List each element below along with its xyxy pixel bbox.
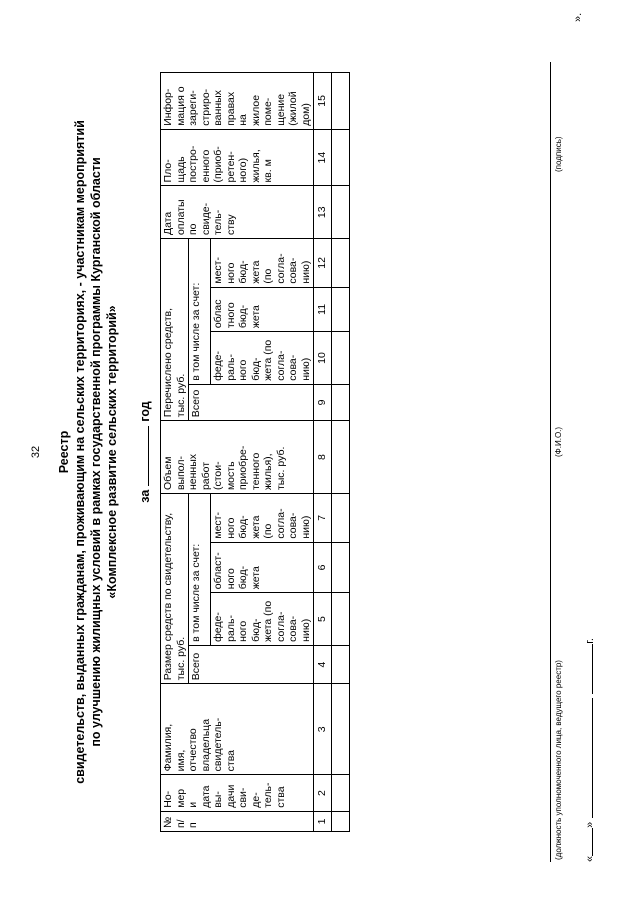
period-line (138, 2, 152, 902)
header-size: Размер средств по свидетельству, тыс. руб. (161, 494, 189, 684)
caption-signature: (подпись) (554, 136, 563, 172)
caption-position: (должность уполномоченного лица, ведущего реестр) (554, 660, 563, 860)
table-cell (331, 811, 349, 831)
colnum-cell: 5 (314, 593, 332, 646)
title-line-3: по улучшению жилищных условий в рамках государственной программы Курганской области (89, 157, 103, 747)
table-cell (331, 645, 349, 683)
header-num: № п/п (161, 811, 314, 831)
colnum-cell: 13 (314, 186, 332, 239)
header-trans-fed: феде- раль- ного бюд- жета (по согла- сова- нию) (211, 332, 314, 385)
header-date: Но- мер и дата вы- дачи сви- де- тель- ства (161, 775, 314, 811)
period-za: за (138, 489, 152, 503)
signature-line (550, 62, 551, 862)
date-close-quote: » (584, 821, 596, 828)
registry-table (160, 72, 350, 832)
header-size-mest: мест- ного бюд- жета (по согла- сова- нию) (211, 494, 314, 543)
header-info: Инфор- мация о зареги- стриро- ванных правах на жилое поме- щение (жилой дом) (161, 73, 314, 130)
colnum-cell: 4 (314, 645, 332, 683)
page-number: 32 (30, 445, 42, 459)
table-cell (331, 239, 349, 288)
header-size-obl: област- ного бюд- жета (211, 542, 314, 593)
table-cell (331, 384, 349, 420)
colnum-cell: 10 (314, 332, 332, 385)
table-cell (331, 287, 349, 332)
document-title (56, 2, 120, 902)
table-cell (331, 129, 349, 186)
colnum-cell: 2 (314, 775, 332, 811)
header-pay-date: Дата оплаты по свиде- тель- ству (161, 186, 314, 239)
date-day-blank (582, 828, 593, 856)
colnum-cell: 1 (314, 811, 332, 831)
colnum-cell: 9 (314, 384, 332, 420)
table-cell (331, 684, 349, 775)
table-cell (331, 775, 349, 811)
period-god: год (138, 401, 152, 422)
header-row-1 (161, 73, 189, 832)
empty-data-row (331, 73, 349, 832)
date-month-blank (582, 698, 593, 818)
colnum-cell: 8 (314, 421, 332, 494)
header-volume: Объем выпол- ненных работ (стои- мость приобре- тенного жилья), тыс. руб. (161, 421, 314, 494)
colnum-cell: 14 (314, 129, 332, 186)
date-year-blank (582, 644, 593, 694)
title-line-1: Реестр (57, 430, 71, 474)
date-year-suffix: г. (584, 638, 596, 644)
table-cell (331, 542, 349, 593)
colnum-cell: 11 (314, 287, 332, 332)
header-trans-incl: в том числе за счет: (189, 239, 211, 385)
closing-quote: ». (572, 12, 584, 22)
table-cell (331, 494, 349, 543)
header-trans-mest: мест- ного бюд- жета (по согла- сова- нию) (211, 239, 314, 288)
header-size-total: Всего (189, 645, 314, 683)
colnum-cell: 6 (314, 542, 332, 593)
title-line-2: свидетельств, выданных гражданам, проживающим на сельских территориях, - участникам мероприятий (73, 120, 87, 784)
period-blank (148, 426, 149, 486)
date-line (582, 638, 596, 862)
table-cell (331, 332, 349, 385)
colnum-cell: 12 (314, 239, 332, 288)
header-trans-obl: облас тного бюд- жета (211, 287, 314, 332)
table-cell (331, 593, 349, 646)
caption-fio: (Ф.И.О.) (554, 426, 563, 457)
header-fio: Фамилия, имя, отчество владельца свидетель- ства (161, 684, 314, 775)
colnum-cell: 3 (314, 684, 332, 775)
header-transferred: Перечислено средств, тыс. руб. (161, 239, 189, 421)
header-size-incl: в том числе за счет: (189, 494, 211, 646)
date-open-quote: « (584, 855, 596, 862)
table-cell (331, 421, 349, 494)
colnum-cell: 15 (314, 73, 332, 130)
header-size-fed: феде- раль- ного бюд- жета (по согла- сова- нию) (211, 593, 314, 646)
table-cell (331, 186, 349, 239)
header-area: Пло- щадь постро- енного (приоб- ретен- ного) жилья, кв. м (161, 129, 314, 186)
rotated-page (20, 2, 620, 902)
header-trans-total: Всего (189, 384, 314, 420)
table-cell (331, 73, 349, 130)
colnum-cell: 7 (314, 494, 332, 543)
column-number-row (314, 73, 332, 832)
title-line-4: «Комплексное развитие сельских территорий» (105, 305, 119, 599)
